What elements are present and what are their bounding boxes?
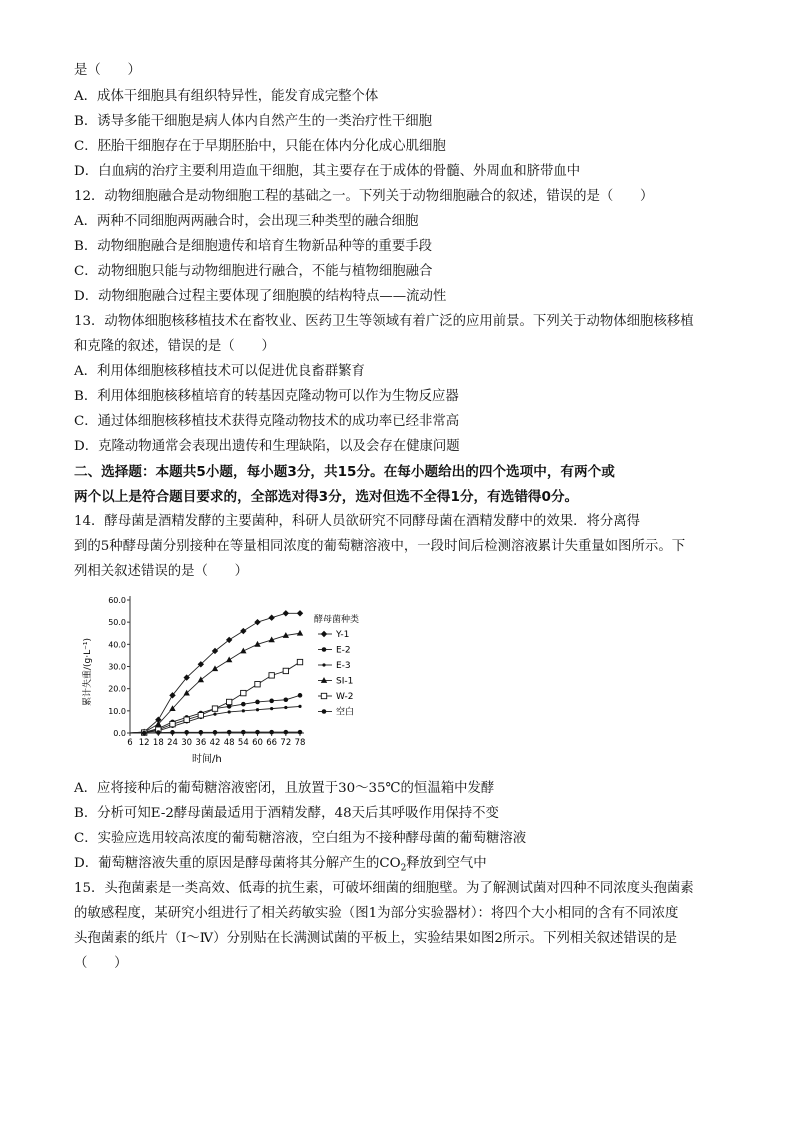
x-tick-label: 36 xyxy=(195,738,207,748)
x-tick-label: 6 xyxy=(127,738,133,748)
question-15: 15．头孢菌素是一类高效、低毒的抗生素，可破坏细菌的细胞壁。为了解测试菌对四种不同浓度头孢菌素 xyxy=(74,881,694,896)
option-b: B．分析可知E-2酵母菌最适用于酒精发酵，48天后其呼吸作用保持不变 xyxy=(74,806,499,821)
data-point xyxy=(213,730,218,735)
legend-entry xyxy=(318,646,351,656)
data-point xyxy=(298,693,303,698)
data-point xyxy=(283,610,289,616)
data-point xyxy=(254,619,260,625)
x-tick-label: 60 xyxy=(252,738,263,748)
x-tick-label: 72 xyxy=(280,738,292,748)
data-point xyxy=(213,713,216,716)
series-Y-1 xyxy=(130,610,303,735)
x-tick-label: 18 xyxy=(152,738,164,748)
y-tick-label: 60.0 xyxy=(108,596,126,605)
subscript: 2 xyxy=(400,863,407,874)
data-point xyxy=(255,682,260,687)
data-point xyxy=(241,702,246,707)
data-point xyxy=(322,647,327,652)
option-c: C．实验应选用较高浓度的葡萄糖溶液，空白组为不接种酵母菌的葡萄糖溶液 xyxy=(74,831,527,846)
data-point xyxy=(298,730,303,735)
legend-entry xyxy=(318,677,353,687)
data-point xyxy=(226,699,231,704)
option-d xyxy=(74,855,487,878)
x-tick-label: 24 xyxy=(167,738,178,748)
data-point xyxy=(170,721,175,726)
legend-label: E-2 xyxy=(336,645,351,656)
data-point xyxy=(170,730,175,735)
x-tick-label: 30 xyxy=(181,738,193,748)
data-point xyxy=(212,706,217,711)
legend-label: Y-1 xyxy=(336,630,350,640)
legend-entry xyxy=(318,661,351,671)
legend-entry xyxy=(318,706,354,718)
y-tick-label: 50.0 xyxy=(108,618,126,628)
yeast-weight-loss-chart xyxy=(74,588,394,768)
data-point xyxy=(199,730,204,735)
option-b: B．动物细胞融合是细胞遗传和培育生物新品种等的重要手段 xyxy=(74,239,432,254)
question-15-cont: 的敏感程度，某研究小组进行了相关药敏实验（图1为部分实验器材）：将四个大小相同的含有不同浓度 xyxy=(74,906,679,921)
option-a: A．两种不同细胞两两融合时，会出现三种类型的融合细胞 xyxy=(74,214,419,229)
data-point xyxy=(240,628,246,634)
option-d: D．白血病的治疗主要利用造血干细胞，其主要存在于成体的骨髓、外周血和脐带血中 xyxy=(74,164,581,179)
data-point xyxy=(298,705,301,708)
option-b: B．诱导多能干细胞是病人体内自然产生的一类治疗性干细胞 xyxy=(74,114,432,129)
data-point xyxy=(321,693,326,698)
x-tick-label: 78 xyxy=(294,738,306,748)
text-line: 是（ ） xyxy=(74,63,141,78)
legend-entry xyxy=(318,692,354,702)
data-point xyxy=(142,731,147,736)
legend-title: 酵母菌种类 xyxy=(314,615,360,625)
legend-label: W-2 xyxy=(336,692,354,702)
data-point xyxy=(284,730,289,735)
data-point xyxy=(321,631,327,637)
option-c: C．通过体细胞核移植技术获得克隆动物技术的成功率已经非常高 xyxy=(74,414,460,429)
option-b: B．利用体细胞核移植培育的转基因克隆动物可以作为生物反应器 xyxy=(74,389,459,404)
data-point xyxy=(283,668,288,673)
question-12: 12．动物细胞融合是动物细胞工程的基础之一。下列关于动物细胞融合的叙述，错误的是（ ） xyxy=(74,189,654,204)
option-c: C．胚胎干细胞存在于早期胚胎中，只能在体内分化成心肌细胞 xyxy=(74,139,446,154)
y-tick-label: 20.0 xyxy=(108,684,126,694)
legend-label: 空白 xyxy=(336,707,355,718)
question-14: 14．酵母菌是酒精发酵的主要菌种，科研人员欲研究不同酵母菌在酒精发酵中的效果．将分离得 xyxy=(74,514,641,529)
y-axis-label: 累计失重/(g·L⁻¹) xyxy=(83,637,93,706)
section-heading: 二、选择题：本题共5小题，每小题3分，共15分。在每小题给出的四个选项中，有两个或 xyxy=(74,464,615,480)
data-point xyxy=(184,730,189,735)
x-tick-label: 66 xyxy=(266,738,278,748)
data-point xyxy=(321,677,327,683)
option-d: D．动物细胞融合过程主要体现了细胞膜的结构特点——流动性 xyxy=(74,289,447,304)
data-point xyxy=(284,697,289,702)
legend-label: E-3 xyxy=(336,661,351,671)
data-point xyxy=(198,713,203,718)
series-SI-1 xyxy=(130,630,303,735)
data-point xyxy=(268,615,274,621)
y-tick-label: 40.0 xyxy=(108,640,126,650)
question-15-cont: 头孢菌素的纸片（Ⅰ～Ⅳ）分别贴在长满测试菌的平板上，实验结果如图2所示。下列相关叙述错误的是 xyxy=(74,931,677,946)
option-a: A．利用体细胞核移植技术可以促进优良畜群繁育 xyxy=(74,364,365,379)
data-point xyxy=(255,700,260,705)
question-13: 13．动物体细胞核移植技术在畜牧业、医药卫生等领域有着广泛的应用前景。下列关于动物体细胞核移植 xyxy=(74,314,694,329)
data-point xyxy=(256,708,259,711)
data-point xyxy=(284,706,287,709)
data-point xyxy=(240,648,246,654)
y-tick-label: 10.0 xyxy=(108,706,126,716)
data-point xyxy=(270,707,273,710)
y-tick-label: 30.0 xyxy=(108,662,126,672)
data-point xyxy=(228,710,231,713)
option-d: D．克隆动物通常会表现出遗传和生理缺陷，以及会存在健康问题 xyxy=(74,439,460,454)
data-point xyxy=(227,730,232,735)
data-point xyxy=(297,610,303,616)
data-point xyxy=(269,730,274,735)
data-point xyxy=(322,709,327,714)
question-15-cont: （ ） xyxy=(74,956,128,971)
option-a: A．应将接种后的葡萄糖溶液密闭，且放置于30～35℃的恒温箱中发酵 xyxy=(74,781,495,796)
data-point xyxy=(322,663,325,666)
data-point xyxy=(198,676,204,682)
data-point xyxy=(241,730,246,735)
x-tick-label: 42 xyxy=(209,738,221,748)
section-heading-cont: 两个以上是符合题目要求的，全部选对得3分，选对但选不全得1分，有选错得0分。 xyxy=(74,489,579,505)
data-point xyxy=(297,630,303,636)
data-point xyxy=(269,699,274,704)
data-point xyxy=(241,690,246,695)
data-point xyxy=(156,730,161,735)
option-a: A．成体干细胞具有组织特异性，能发育成完整个体 xyxy=(74,89,379,104)
question-13-cont: 和克隆的叙述，错误的是（ ） xyxy=(74,339,275,354)
legend-label: SI-1 xyxy=(336,676,354,687)
data-point xyxy=(269,673,274,678)
legend-entry xyxy=(318,630,349,640)
option-d-text: D．葡萄糖溶液失重的原因是酵母菌将其分解产生的CO xyxy=(74,856,401,871)
data-point xyxy=(242,709,245,712)
option-d-text-end: 释放到空气中 xyxy=(406,856,487,871)
data-point xyxy=(255,730,260,735)
question-14-cont: 列相关叙述错误的是（ ） xyxy=(74,564,249,579)
data-point xyxy=(212,665,218,671)
x-tick-label: 12 xyxy=(138,738,150,748)
y-tick-label: 0.0 xyxy=(113,729,126,738)
x-tick-label: 54 xyxy=(237,738,249,748)
data-point xyxy=(297,659,302,664)
question-14-cont: 到的5种酵母菌分别接种在等量相同浓度的葡萄糖溶液中，一段时间后检测溶液累计失重量如图所示。下 xyxy=(74,539,686,554)
x-axis-label: 时间/h xyxy=(192,754,222,765)
data-point xyxy=(226,656,232,662)
option-c: C．动物细胞只能与动物细胞进行融合，不能与植物细胞融合 xyxy=(74,264,433,279)
data-point xyxy=(184,717,189,722)
x-tick-label: 48 xyxy=(223,738,235,748)
